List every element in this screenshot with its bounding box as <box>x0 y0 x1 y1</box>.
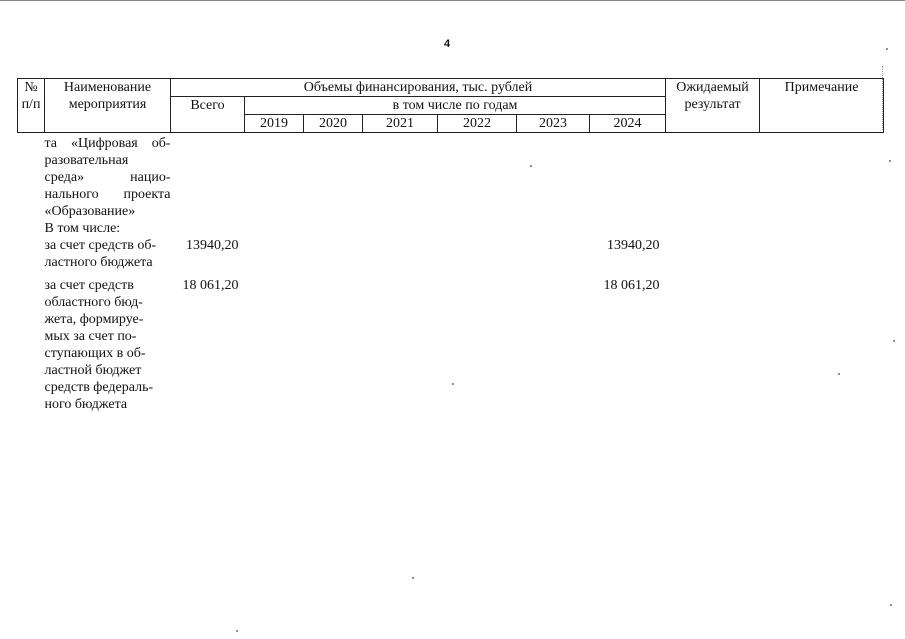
top-border-line <box>0 0 905 1</box>
cell-note <box>760 277 884 413</box>
cell-2024: 18 061,20 <box>603 278 660 293</box>
header-year: 2023 <box>517 115 590 133</box>
cell-2024: 13940,20 <box>607 238 660 253</box>
cell-num <box>18 277 45 413</box>
header-num: № п/п <box>18 79 45 133</box>
scan-speck <box>889 160 891 162</box>
name-line: «Образование» <box>44 204 136 219</box>
cell-2019 <box>245 237 304 271</box>
header-by-years: в том числе по годам <box>245 97 666 115</box>
header-name: Наименование мероприятия <box>45 79 171 133</box>
cell-2022 <box>438 277 517 413</box>
header-note: Примечание <box>760 79 884 133</box>
cell-2021 <box>363 277 438 413</box>
cell-name <box>45 135 171 237</box>
cell-total: 18 061,20 <box>182 278 239 293</box>
name-line: областного бюд- <box>44 295 143 310</box>
scan-speck <box>530 165 532 167</box>
cell-num <box>18 135 45 237</box>
name-line: за счет средств об- <box>44 238 157 253</box>
cell-num <box>18 237 45 271</box>
name-line: ластного бюджета <box>44 255 153 270</box>
cell-name <box>45 237 171 271</box>
header-year: 2024 <box>590 115 666 133</box>
table-row <box>18 135 884 237</box>
cell-result <box>666 135 760 237</box>
header-year: 2021 <box>363 115 438 133</box>
cell-note <box>760 237 884 271</box>
cell-2023 <box>517 237 590 271</box>
name-line: ного бюджета <box>44 397 128 412</box>
cell-result <box>666 237 760 271</box>
name-line: мых за счет по- <box>44 329 137 344</box>
cell-2020 <box>304 277 363 413</box>
table-row <box>18 237 884 271</box>
scan-speck <box>452 383 454 385</box>
cell-2020 <box>304 237 363 271</box>
table-row <box>18 277 884 413</box>
name-line: среда» нацио- <box>44 170 171 185</box>
name-line: разовательная <box>44 153 129 168</box>
name-line: жета, формируе- <box>44 312 144 327</box>
name-line: В том числе: <box>44 221 121 236</box>
cell-2023 <box>517 135 590 237</box>
header-year: 2022 <box>438 115 517 133</box>
funding-table <box>17 78 884 413</box>
scan-speck <box>838 373 840 375</box>
cell-total <box>171 135 245 237</box>
scan-speck <box>893 340 895 342</box>
scan-speck <box>886 48 888 50</box>
cell-total: 13940,20 <box>186 238 239 253</box>
name-line: средств федераль- <box>44 380 154 395</box>
cell-2022 <box>438 135 517 237</box>
name-line: нального проекта <box>44 187 171 202</box>
cell-2022 <box>438 237 517 271</box>
cell-2023 <box>517 277 590 413</box>
cell-name <box>45 277 171 413</box>
scan-speck <box>890 604 892 606</box>
cell-2021 <box>363 237 438 271</box>
name-line: ластной бюджет <box>44 363 142 378</box>
scan-speck <box>236 630 238 632</box>
name-line: ступающих в об- <box>44 346 146 361</box>
cell-2020 <box>304 135 363 237</box>
cell-2021 <box>363 135 438 237</box>
header-total: Всего <box>171 97 245 133</box>
header-year: 2020 <box>304 115 363 133</box>
header-year: 2019 <box>245 115 304 133</box>
page-number: 4 <box>443 38 451 50</box>
cell-2019 <box>245 277 304 413</box>
cell-note <box>760 135 884 237</box>
cell-2024 <box>590 135 666 237</box>
cell-result <box>666 277 760 413</box>
name-line: та «Цифровая об- <box>44 136 171 151</box>
scan-speck <box>412 577 414 579</box>
name-line: за счет средств <box>44 278 134 293</box>
cell-2019 <box>245 135 304 237</box>
header-funding: Объемы финансирования, тыс. рублей <box>171 79 666 97</box>
header-result: Ожидаемый результат <box>666 79 760 133</box>
